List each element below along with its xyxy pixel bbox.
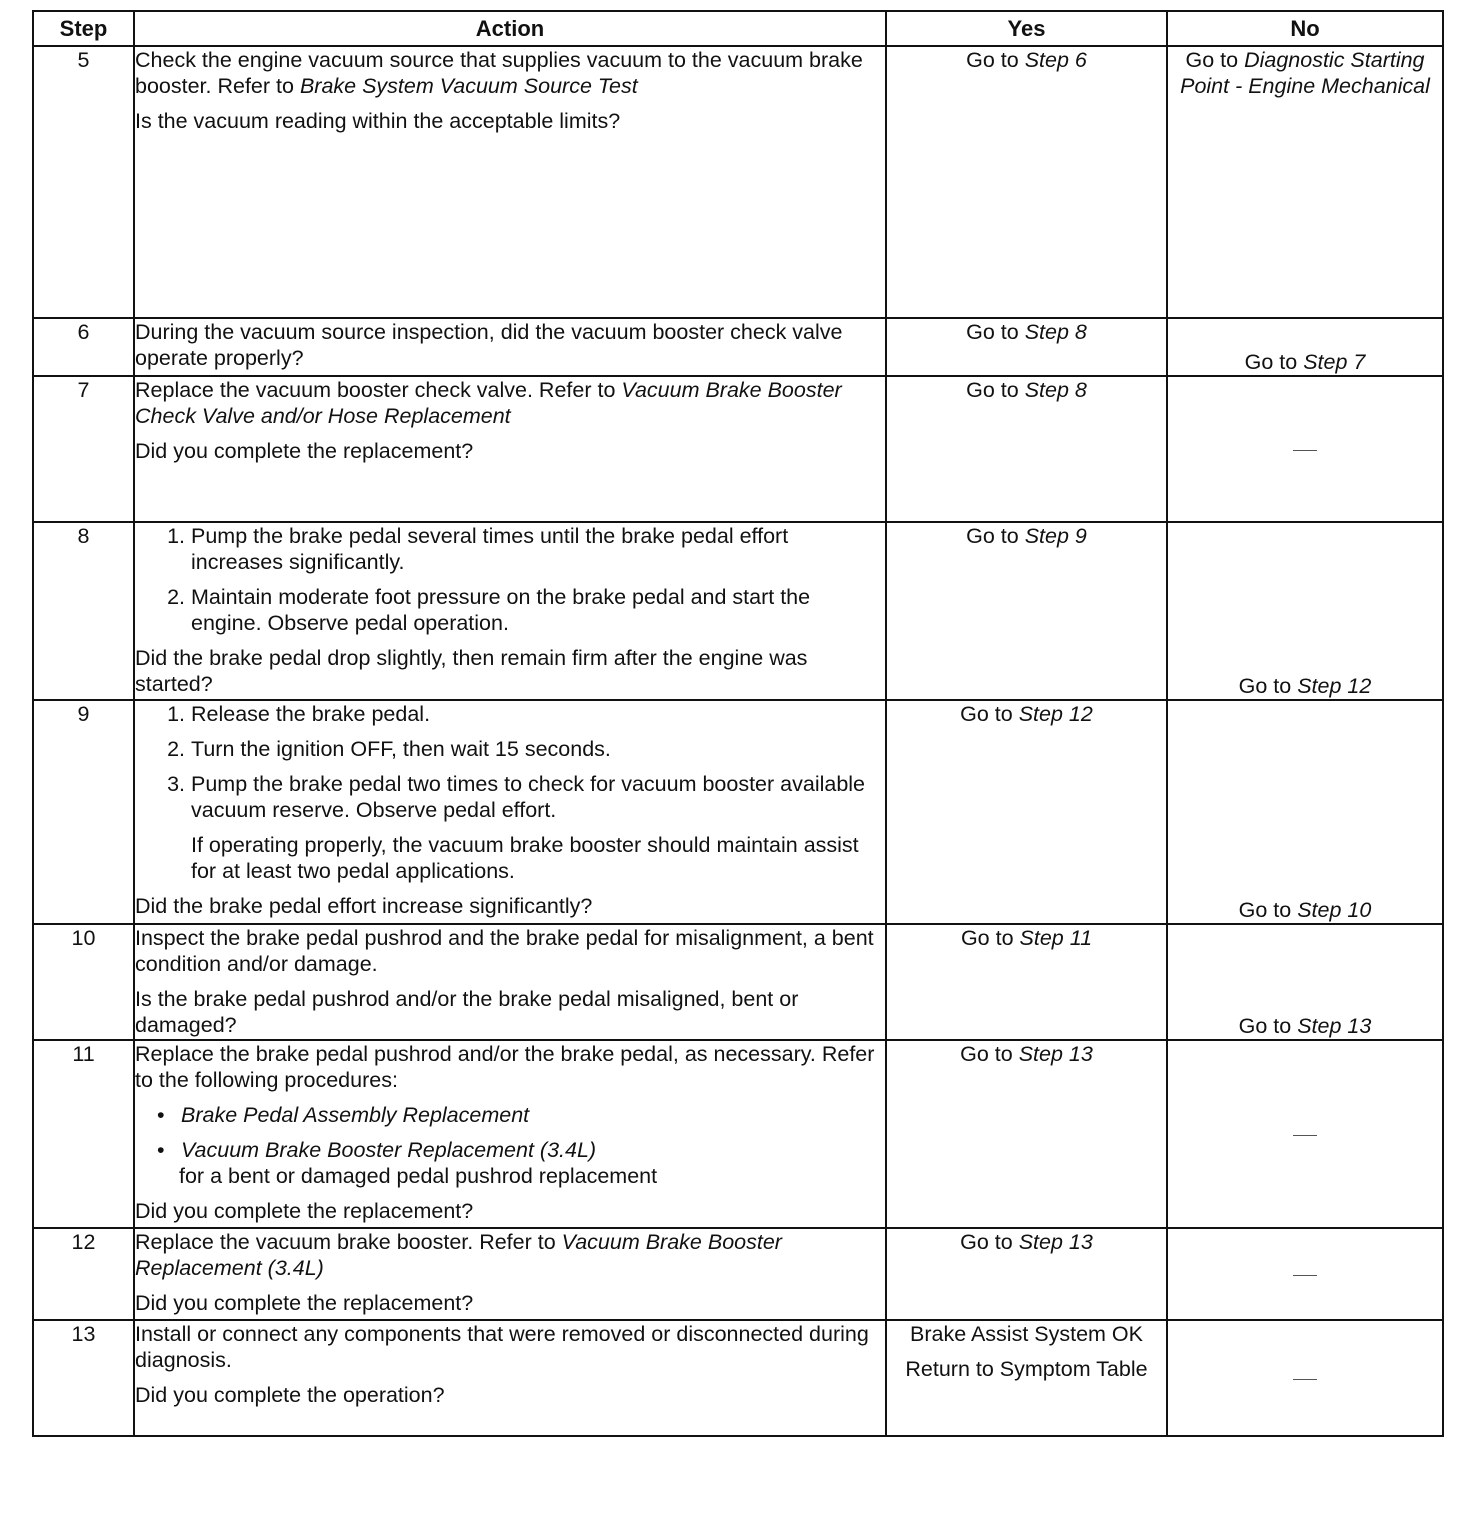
action-instruction: Replace the vacuum booster check valve. Refer to Vacuum Brake Booster Check Valve and/or Hose Replacement xyxy=(135,378,842,428)
procedure-reference: Brake Pedal Assembly Replacement xyxy=(181,1103,530,1127)
action-question: Did the brake pedal drop slightly, then remain firm after the engine was started? xyxy=(135,646,808,696)
no-cell: Go to Step 13 xyxy=(1167,924,1443,1040)
action-question: Did you complete the replacement? xyxy=(135,1199,474,1223)
action-cell xyxy=(134,924,886,1040)
yes-cell: Go to Step 8 xyxy=(886,376,1167,522)
step-number: 5 xyxy=(33,46,134,318)
table-row-step-5 xyxy=(33,46,1443,318)
action-question: Is the brake pedal pushrod and/or the brake pedal misaligned, bent or damaged? xyxy=(135,987,799,1037)
step-number: 10 xyxy=(33,924,134,1040)
header-no: No xyxy=(1167,11,1443,46)
table-row-step-6 xyxy=(33,318,1443,376)
not-applicable-dash xyxy=(1293,1135,1317,1136)
header-step: Step xyxy=(33,11,134,46)
yes-reference: Step 13 xyxy=(1018,1042,1093,1066)
list-item: 2. Turn the ignition OFF, then wait 15 seconds. xyxy=(191,736,885,762)
no-cell: Go to Step 7 xyxy=(1167,318,1443,376)
yes-cell: Go to Step 9 xyxy=(886,522,1167,700)
action-instruction: Check the engine vacuum source that supplies vacuum to the vacuum brake booster. Refer to Brake System Vacuum Source Test xyxy=(135,48,863,98)
table-row-step-8 xyxy=(33,522,1443,700)
yes-cell: Go to Step 8 xyxy=(886,318,1167,376)
list-item-note: If operating properly, the vacuum brake booster should maintain assist for at least two pedal applications. xyxy=(191,833,859,883)
step-number: 6 xyxy=(33,318,134,376)
table-row-step-10 xyxy=(33,924,1443,1040)
yes-reference: Step 8 xyxy=(1024,378,1087,402)
table-row-step-13 xyxy=(33,1320,1443,1436)
bullet-note: for a bent or damaged pedal pushrod replacement xyxy=(179,1164,658,1188)
yes-return: Return to Symptom Table xyxy=(905,1357,1148,1381)
action-step-list xyxy=(135,523,885,636)
step-number: 12 xyxy=(33,1228,134,1320)
yes-cell: Go to Step 11 xyxy=(886,924,1167,1040)
list-item xyxy=(157,1102,885,1128)
header-action: Action xyxy=(134,11,886,46)
action-instruction: Install or connect any components that were removed or disconnected during diagnosis. xyxy=(135,1322,869,1372)
action-cell xyxy=(134,1228,886,1320)
yes-cell: Go to Step 6 xyxy=(886,46,1167,318)
action-question: Did you complete the replacement? xyxy=(135,439,474,463)
action-question: Is the vacuum reading within the acceptable limits? xyxy=(135,109,621,133)
procedure-reference: Vacuum Brake Booster Replacement (3.4L) xyxy=(135,1230,782,1280)
no-reference: Step 12 xyxy=(1297,674,1372,698)
yes-reference: Step 6 xyxy=(1024,48,1087,72)
diagnostic-table xyxy=(32,10,1444,1437)
yes-result: Brake Assist System OK xyxy=(910,1322,1143,1346)
no-cell xyxy=(1167,1320,1443,1436)
no-reference: Step 10 xyxy=(1297,898,1372,922)
no-cell: Go to Step 10 xyxy=(1167,700,1443,924)
procedure-bullet-list xyxy=(135,1102,885,1189)
step-number: 7 xyxy=(33,376,134,522)
step-number: 13 xyxy=(33,1320,134,1436)
action-instruction: Replace the brake pedal pushrod and/or the brake pedal, as necessary. Refer to the following procedures: xyxy=(135,1042,875,1092)
no-cell: Go to Step 12 xyxy=(1167,522,1443,700)
yes-reference: Step 9 xyxy=(1024,524,1087,548)
list-item xyxy=(157,1137,885,1189)
action-question: Did the brake pedal effort increase significantly? xyxy=(135,894,593,918)
action-cell xyxy=(134,1320,886,1436)
table-row-step-9 xyxy=(33,700,1443,924)
action-cell xyxy=(134,376,886,522)
action-step-list xyxy=(135,701,885,884)
yes-reference: Step 12 xyxy=(1018,702,1093,726)
no-reference: Diagnostic Starting Point - Engine Mechanical xyxy=(1180,48,1430,98)
no-cell xyxy=(1167,376,1443,522)
yes-cell xyxy=(886,1320,1167,1436)
action-question: Did you complete the replacement? xyxy=(135,1291,474,1315)
no-cell: Go to Diagnostic Starting Point - Engine Mechanical xyxy=(1167,46,1443,318)
list-item: 1. Release the brake pedal. xyxy=(191,701,885,727)
table-row-step-12 xyxy=(33,1228,1443,1320)
yes-reference: Step 8 xyxy=(1024,320,1087,344)
procedure-reference: Vacuum Brake Booster Replacement (3.4L) xyxy=(181,1138,597,1162)
yes-cell: Go to Step 12 xyxy=(886,700,1167,924)
action-cell xyxy=(134,522,886,700)
action-cell xyxy=(134,700,886,924)
header-yes: Yes xyxy=(886,11,1167,46)
no-cell xyxy=(1167,1228,1443,1320)
procedure-reference: Vacuum Brake Booster Check Valve and/or Hose Replacement xyxy=(135,378,842,428)
procedure-reference: Brake System Vacuum Source Test xyxy=(299,74,638,98)
action-instruction: Replace the vacuum brake booster. Refer to Vacuum Brake Booster Replacement (3.4L) xyxy=(135,1230,782,1280)
yes-reference: Step 11 xyxy=(1019,926,1093,950)
step-number: 8 xyxy=(33,522,134,700)
step-number: 9 xyxy=(33,700,134,924)
no-reference: Step 13 xyxy=(1297,1014,1372,1038)
step-number: 11 xyxy=(33,1040,134,1228)
yes-reference: Step 13 xyxy=(1018,1230,1093,1254)
no-cell xyxy=(1167,1040,1443,1228)
action-cell xyxy=(134,1040,886,1228)
action-cell xyxy=(134,46,886,318)
not-applicable-dash xyxy=(1293,450,1317,451)
list-item: 3. Pump the brake pedal two times to check for vacuum booster available vacuum reserve. Observe pedal effort. If operating properly, the vacuum brake booster should maintain assist for at least two pedal applications. xyxy=(191,771,885,884)
yes-cell: Go to Step 13 xyxy=(886,1228,1167,1320)
not-applicable-dash xyxy=(1293,1379,1317,1380)
no-reference: Step 7 xyxy=(1303,350,1366,374)
table-row-step-7 xyxy=(33,376,1443,522)
not-applicable-dash xyxy=(1293,1275,1317,1276)
header-row xyxy=(33,11,1443,46)
list-item: 1. Pump the brake pedal several times until the brake pedal effort increases significantly. xyxy=(191,523,885,575)
list-item: 2. Maintain moderate foot pressure on the brake pedal and start the engine. Observe pedal operation. xyxy=(191,584,885,636)
table-row-step-11 xyxy=(33,1040,1443,1228)
action-cell xyxy=(134,318,886,376)
action-question: Did you complete the operation? xyxy=(135,1383,445,1407)
yes-cell: Go to Step 13 xyxy=(886,1040,1167,1228)
action-question: During the vacuum source inspection, did the vacuum booster check valve operate properly? xyxy=(135,320,843,370)
action-instruction: Inspect the brake pedal pushrod and the brake pedal for misalignment, a bent condition and/or damage. xyxy=(135,926,874,976)
